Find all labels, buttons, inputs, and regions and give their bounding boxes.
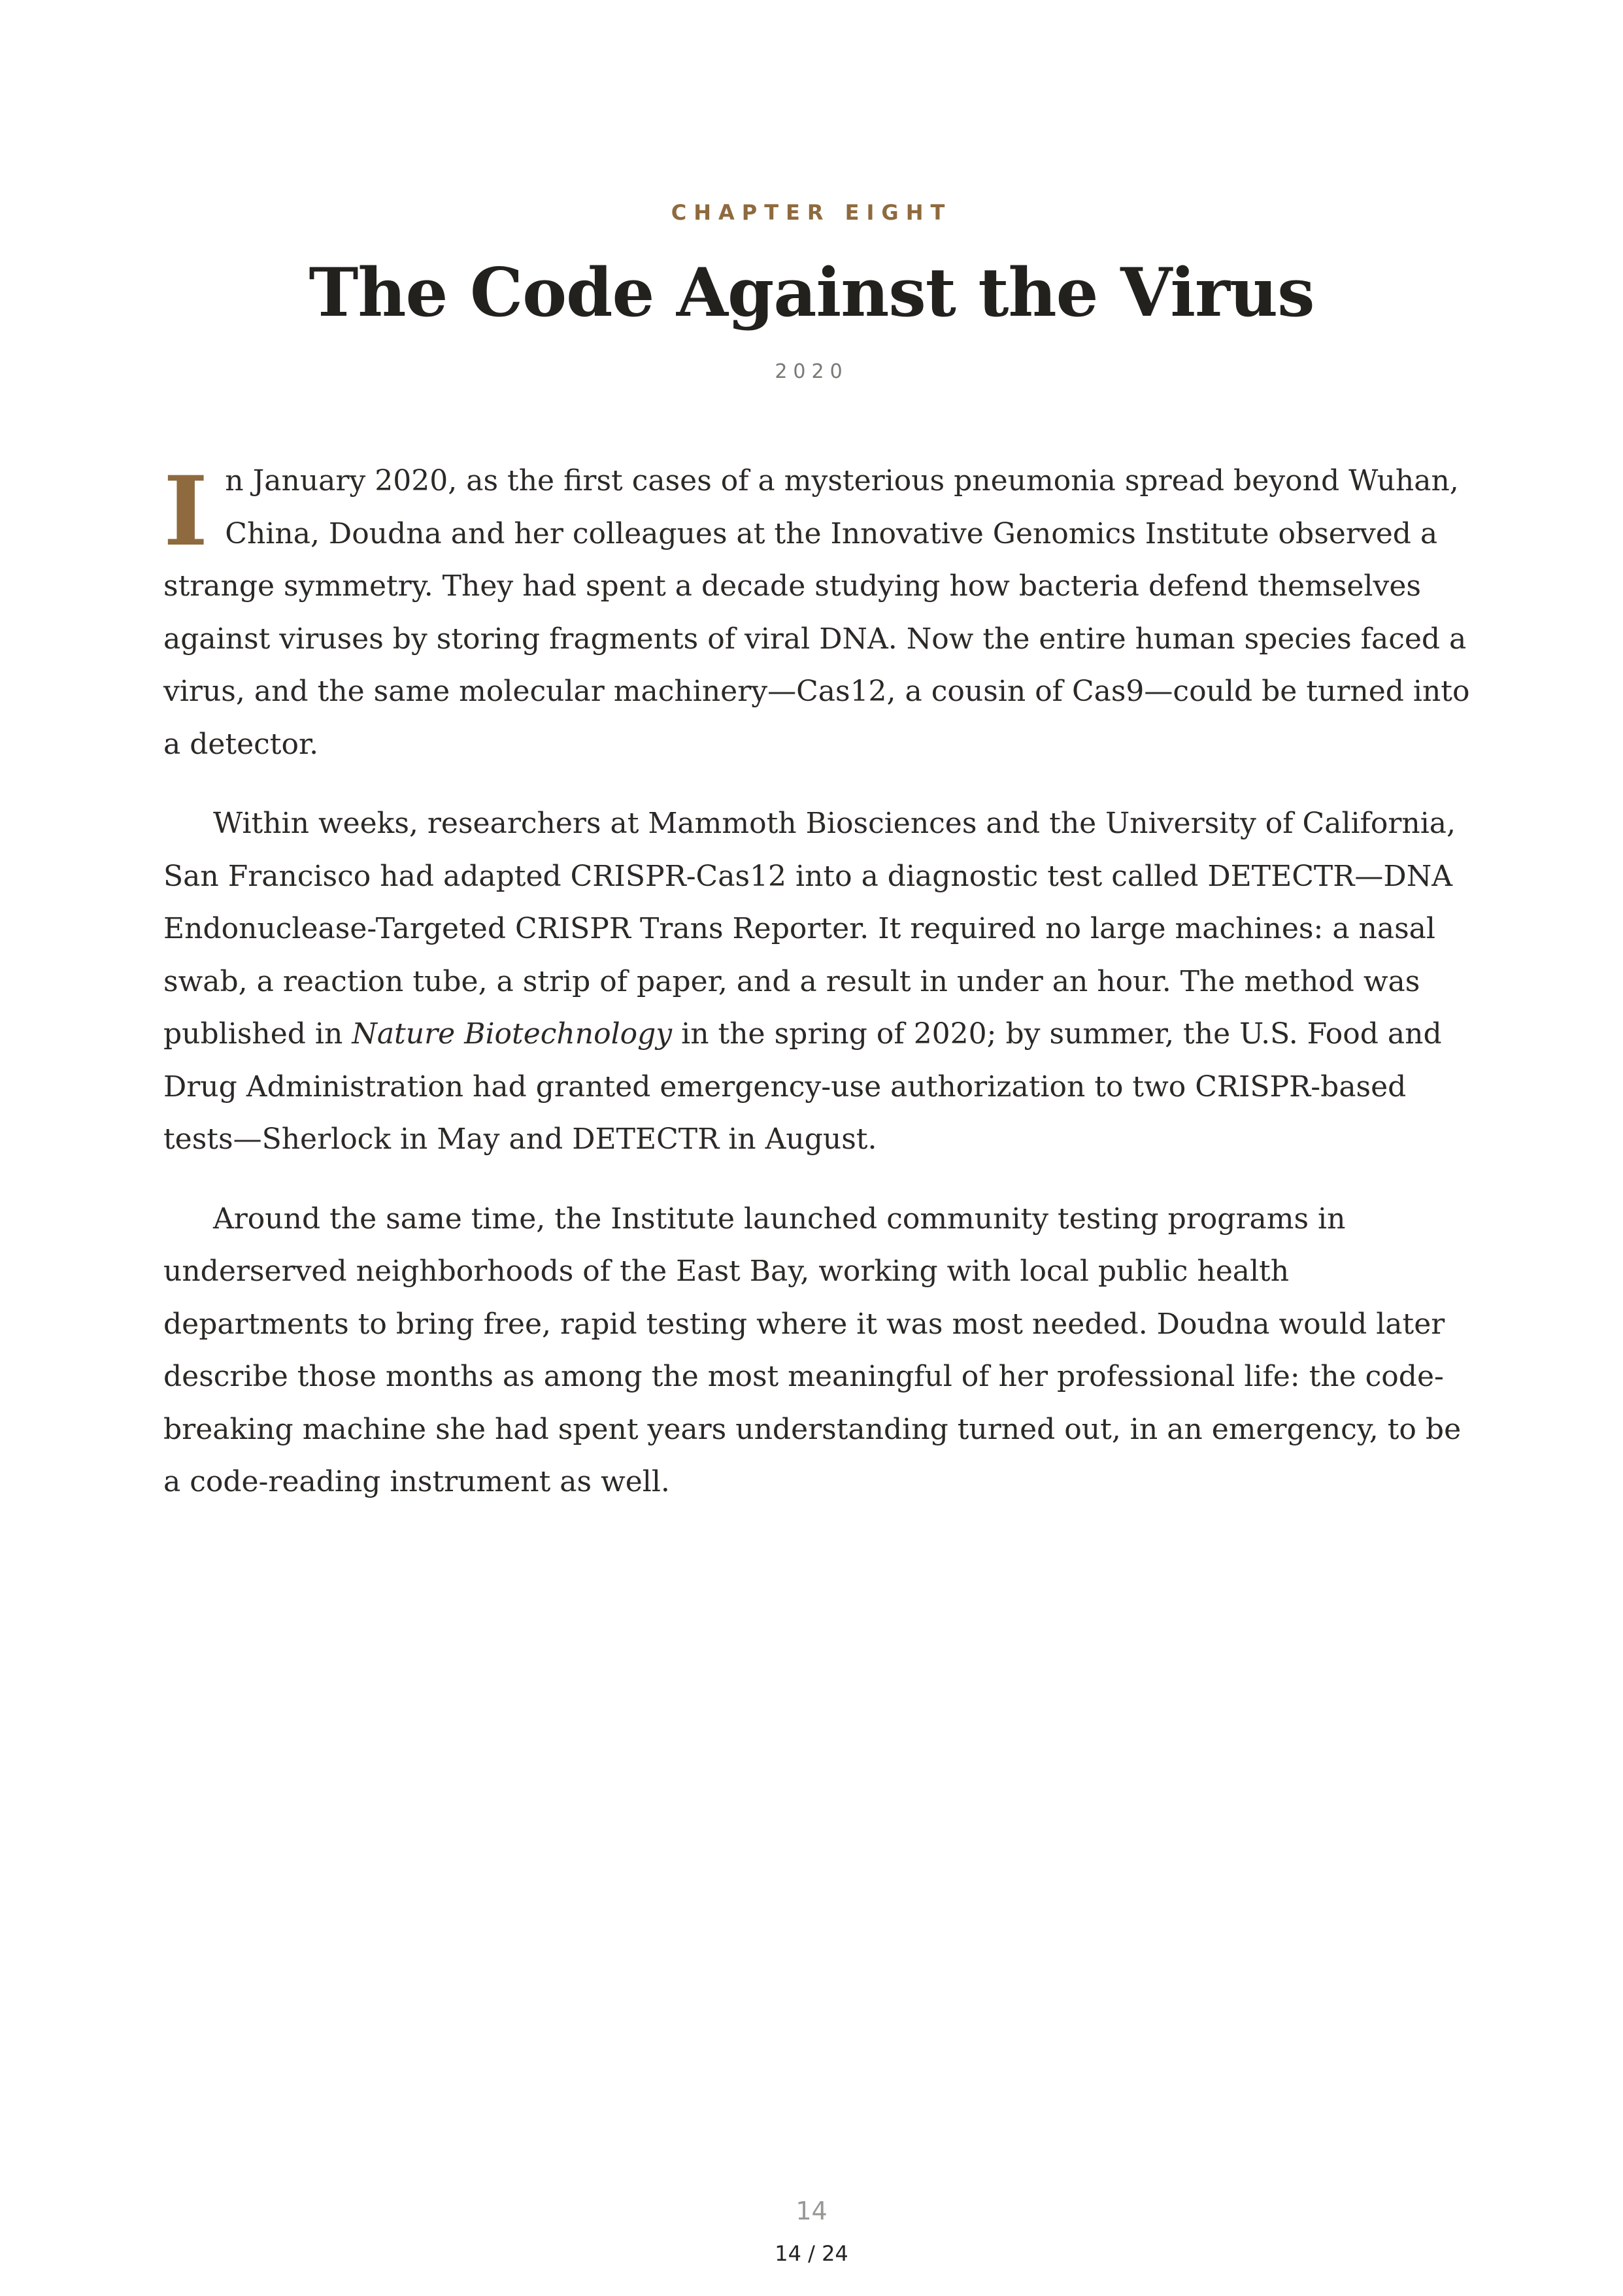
paragraph-1-text: n January 2020, as the first cases of a mysterious pneumonia spread beyond Wuhan, China, Doudna and her colleagues at the Innovative Genomics Institute observed a strange symmetry. They had spent a decade studying how bacteria defend themselves against viruses by storing fragments of viral DNA. Now the entire human species faced a virus, and the same molecular machinery—Cas12, a cousin of Cas9—could be turned into a detector.: [163, 464, 1470, 761]
chapter-year: 2020: [775, 360, 848, 383]
drop-cap: I: [163, 456, 209, 567]
chapter-label: CHAPTER EIGHT: [671, 200, 952, 225]
chapter-body: [163, 455, 1471, 1536]
paragraph-2: [163, 798, 1471, 1166]
chapter-title: The Code Against the Virus: [309, 254, 1314, 332]
paragraph-3: [163, 1193, 1471, 1509]
paragraph-1: [163, 455, 1471, 771]
journal-title: Nature Biotechnology: [352, 1017, 673, 1051]
page-indicator: 14 / 24: [775, 2241, 848, 2266]
paragraph-2-text-start: Within weeks, researchers at Mammoth Biosciences and the University of California, San Francisco had adapted CRISPR-Cas12 into a diagnostic test called DETECTR—DNA Endonuclease-Targeted CRISPR Trans Reporter. It required no large machines: a nasal swab, a reaction tube, a strip of paper, and a result in under an hour. The method was published in: [163, 807, 1456, 1051]
page-number: 14: [795, 2197, 828, 2225]
paragraph-2-text-end: in the spring of 2020; by summer, the U.S. Food and Drug Administration had granted emergency-use authorization to two CRISPR-based tests—Sherlock in May and DETECTR in August.: [163, 1017, 1442, 1156]
paragraph-3-text: Around the same time, the Institute launched community testing programs in underserved neighborhoods of the East Bay, working with local public health departments to bring free, rapid testing where it was most needed. Doudna would later describe those months as among the most meaningful of her professional life: the code-breaking machine she had spent years understanding turned out, in an emergency, to be a code-reading instrument as well.: [163, 1202, 1462, 1498]
